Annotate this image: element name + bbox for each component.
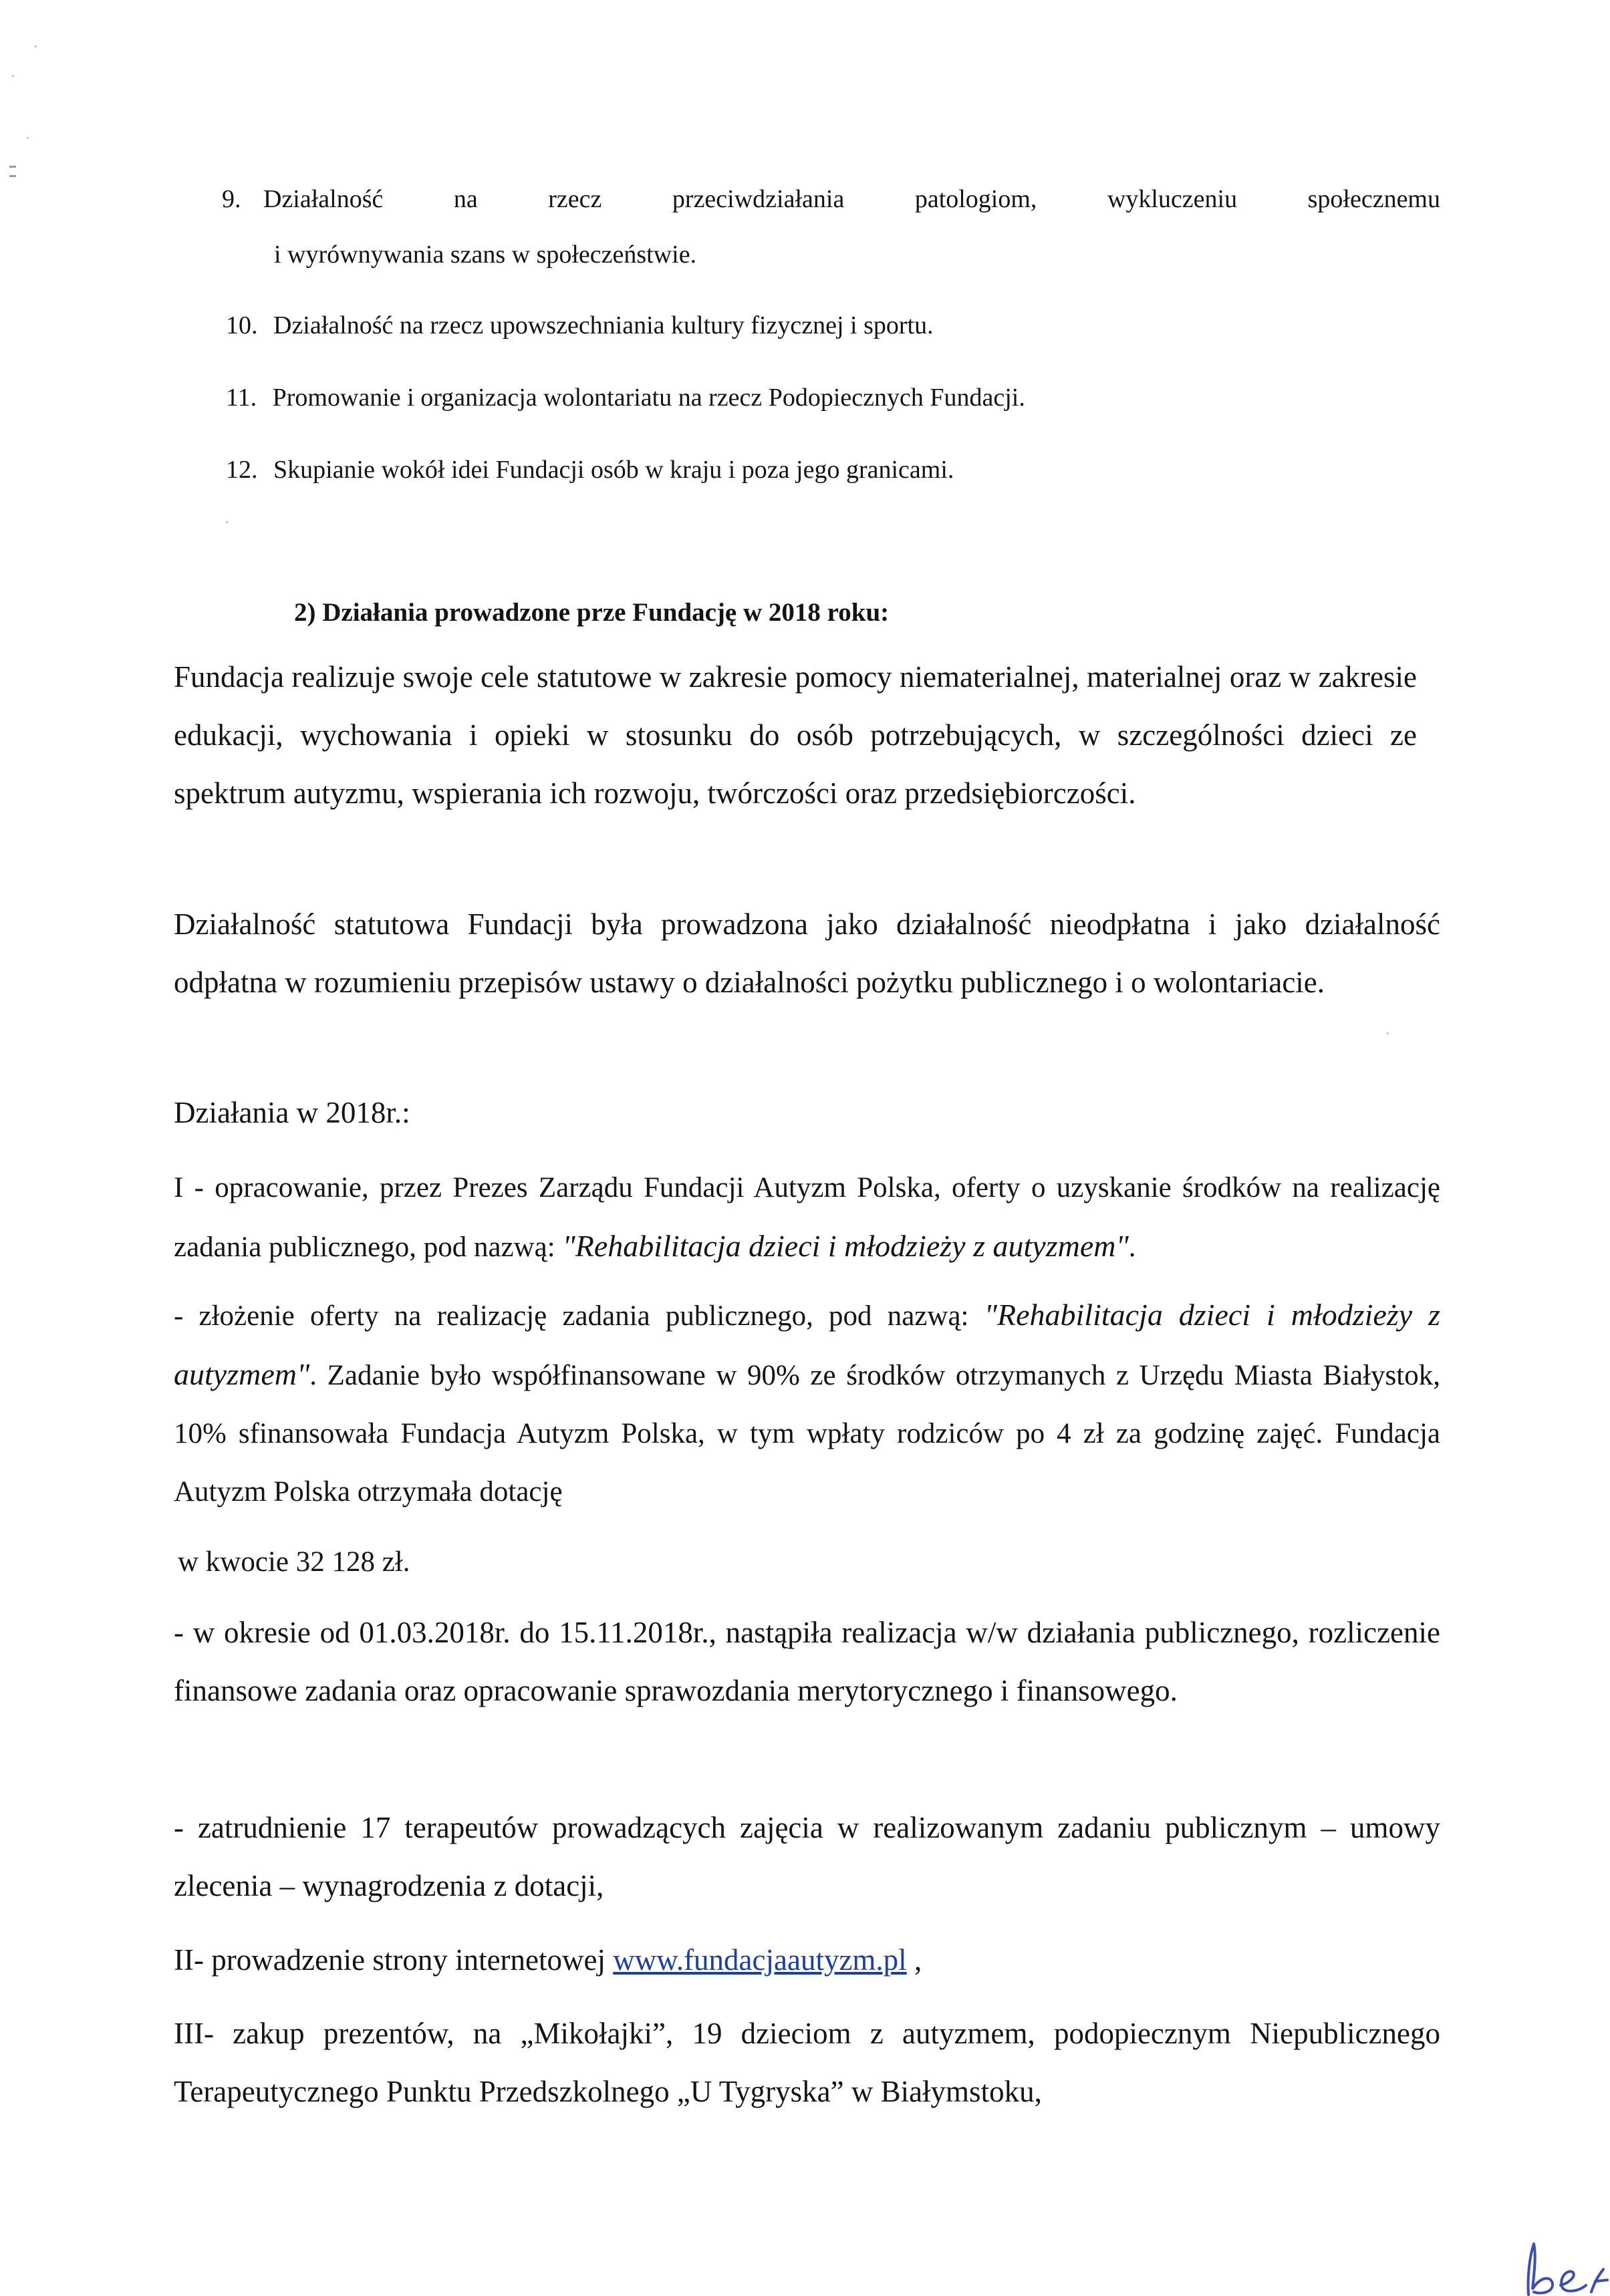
statutory-activity-paragraph: Działalność statutowa Fundacji była prowadzona jako działalność nieodpłatna i jako działalność odpłatna w rozumieniu przepisów ustawy o działalności pożytku publicznego i o wolontariacie. — [174, 907, 1440, 999]
section-heading: 2) Działania prowadzone prze Fundację w 2018 roku: — [294, 598, 890, 627]
activity-offer-paragraph — [174, 1286, 1440, 1521]
statute-item-number: 9. — [222, 185, 241, 213]
activity-text-suffix: , — [906, 1943, 922, 1977]
statute-item-10 — [226, 289, 1362, 362]
activity-III-paragraph: III- zakup prezentów, na „Mikołajki”, 19 dzieciom z autyzmem, podopiecznym Niepublicznego Terapeutycznego Punktu Przedszkolnego „U Tygryska” w Białymstoku, — [174, 2017, 1440, 2108]
activity-text: II- prowadzenie strony internetowej — [174, 1943, 614, 1977]
scan-margin-mark — [9, 175, 16, 177]
activity-text: I - opracowanie, przez Prezes Zarządu Fundacji Autyzm Polska, oferty o uzyskanie środków na realizację zadania publicznego, pod nazwą: — [174, 1172, 1440, 1263]
scan-speck — [226, 521, 228, 523]
scan-speck — [27, 137, 29, 139]
statute-item-number: 12. — [226, 456, 258, 484]
statute-item-12 — [226, 434, 1395, 506]
activities-label: Działania w 2018r.: — [174, 1096, 410, 1129]
handwritten-initials — [1516, 2236, 1610, 2296]
statute-item-11 — [226, 362, 1395, 434]
intro-paragraph: Fundacja realizuje swoje cele statutowe w zakresie pomocy niematerialnej, materialnej oraz w zakresie edukacji, wychowania i opieki w stosunku do osób potrzebujących, w szczególności dzieci ze spektrum autyzmu, wspierania ich rozwoju, twórczości oraz przedsiębiorczości. — [174, 660, 1417, 810]
activity-I-paragraph — [174, 1159, 1440, 1276]
statute-item-text: Skupianie wokół idei Fundacji osób w kraju i poza jego granicami. — [273, 456, 954, 484]
activity-II-paragraph — [174, 1931, 1310, 1989]
scan-speck — [35, 45, 37, 47]
scan-margin-mark — [9, 166, 16, 168]
activity-text-suffix: . — [1128, 1232, 1136, 1263]
statute-item-text: Promowanie i organizacja wolontariatu na rzecz Podopiecznych Fundacji. — [272, 384, 1025, 412]
activity-therapists-paragraph: - zatrudnienie 17 terapeutów prowadzących zajęcia w realizowanym zadaniu publicznym – umowy zlecenia – wynagrodzenia z dotacji, — [174, 1811, 1440, 1902]
website-link[interactable]: www.fundacjaautyzm.pl — [613, 1943, 907, 1977]
statute-item-text: Działalność na rzecz przeciwdziałania patologiom, wykluczeniu społecznemu — [263, 185, 1440, 213]
task-name: "Rehabilitacja dzieci i młodzieży z autyzmem" — [174, 1298, 1440, 1391]
statute-item-number: 10. — [226, 311, 258, 339]
task-name: "Rehabilitacja dzieci i młodzieży z autyzmem" — [562, 1229, 1129, 1263]
activity-period-paragraph: - w okresie od 01.03.2018r. do 15.11.2018r., nastąpiła realizacja w/w działania publicznego, rozliczenie finansowe zadania oraz opracowanie sprawozdania merytorycznego i finansowego. — [174, 1616, 1440, 1707]
statute-item-number: 11. — [226, 384, 257, 412]
scan-speck — [1387, 1032, 1389, 1034]
activity-text-suffix: . Zadanie było współfinansowane w 90% ze środków otrzymanych z Urzędu Miasta Białystok, 10% sfinansowała Fundacja Autyzm Polska, w tym wpłaty rodziców po 4 zł za godzinę zajęć. Fundacja Autyzm Polska otrzymała dotację — [174, 1360, 1440, 1508]
statute-item-9-continuation: i wyrównywania szans w społeczeństwie. — [274, 241, 697, 269]
grant-amount-line: w kwocie 32 128 zł. — [178, 1546, 410, 1578]
statute-item-text: Działalność na rzecz upowszechniania kultury fizycznej i sportu. — [273, 311, 934, 339]
activity-text: - złożenie oferty na realizację zadania publicznego, pod nazwą: — [174, 1300, 984, 1332]
scan-speck — [12, 75, 14, 77]
